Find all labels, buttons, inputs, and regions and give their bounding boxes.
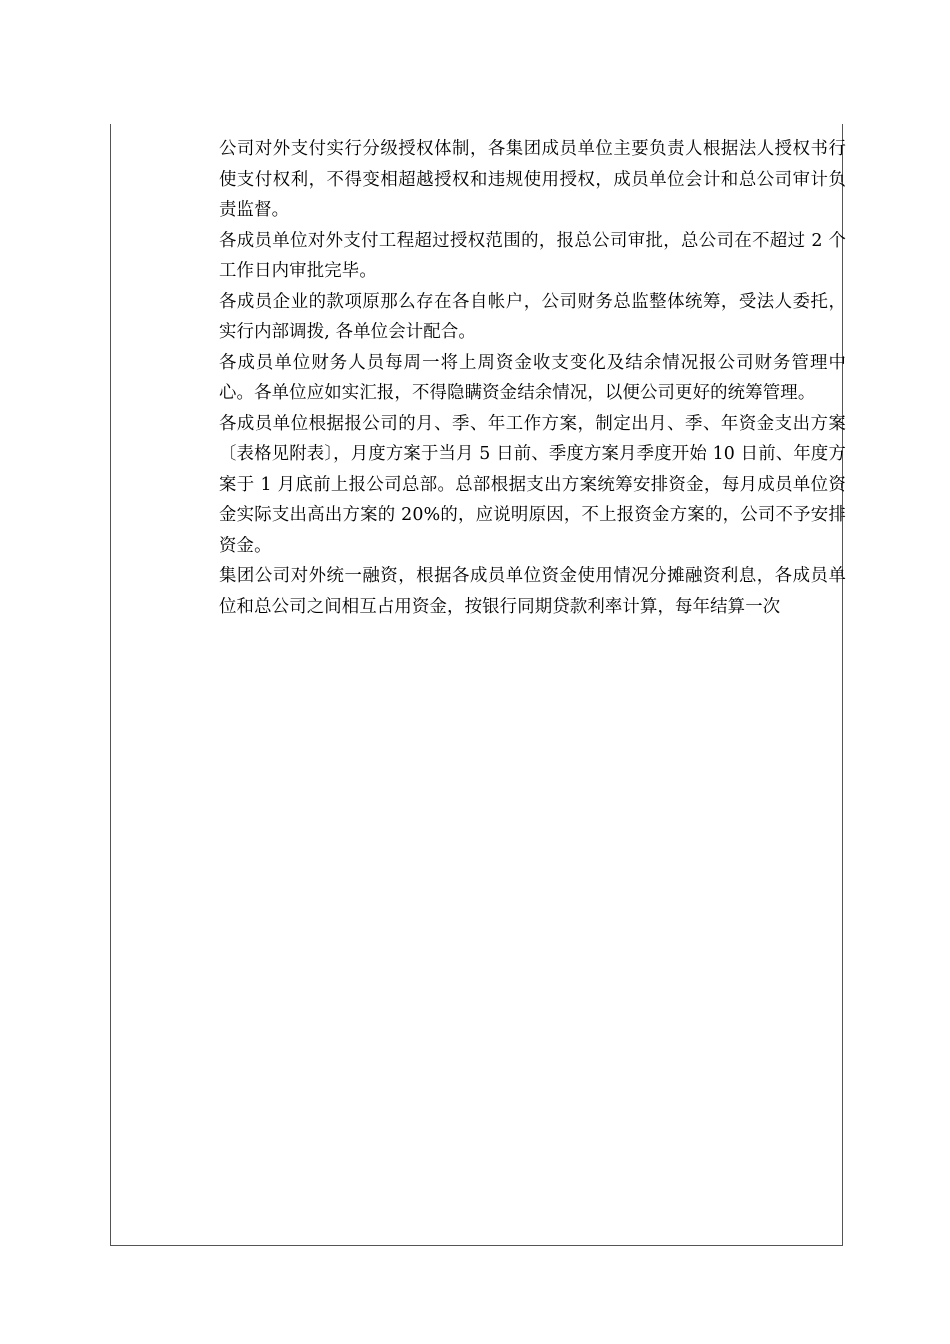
paragraph-financing: 集团公司对外统一融资，根据各成员单位资金使用情况分摊融资利息，各成员单位和总公司之间相互占用资金，按银行同期贷款利率计算，每年结算一次 <box>219 566 846 617</box>
document-body <box>219 134 846 622</box>
paragraph-weekly-report: 各成员单位财务人员每周一将上周资金收支变化及结余情况报公司财务管理中心。各单位应如实汇报，不得隐瞒资金结余情况，以便公司更好的统筹管理。 <box>219 352 846 403</box>
paragraph-approval-limit: 各成员单位对外支付工程超过授权范围的，报总公司审批，总公司在不超过 2 个工作日内审批完毕。 <box>219 230 846 281</box>
paragraph-payment-authorization: 公司对外支付实行分级授权体制，各集团成员单位主要负责人根据法人授权书行使支付权利，不得变相超越授权和违规使用授权，成员单位会计和总公司审计负责监督。 <box>219 139 846 220</box>
paragraph-fund-accounts: 各成员企业的款项原那么存在各自帐户，公司财务总监整体统筹，受法人委托，实行内部调拨, 各单位会计配合。 <box>219 291 846 342</box>
paragraph-expenditure-plan: 各成员单位根据报公司的月、季、年工作方案，制定出月、季、年资金支出方案〔表格见附表〕，月度方案于当月 5 日前、季度方案月季度开始 10 日前、年度方案于 1 月底前上报公司总部。总部根据支出方案统筹安排资金，每月成员单位资金实际支出高出方案的 20%的，应说明原因，不上报资金方案的，公司不予安排资金。 <box>219 413 846 556</box>
